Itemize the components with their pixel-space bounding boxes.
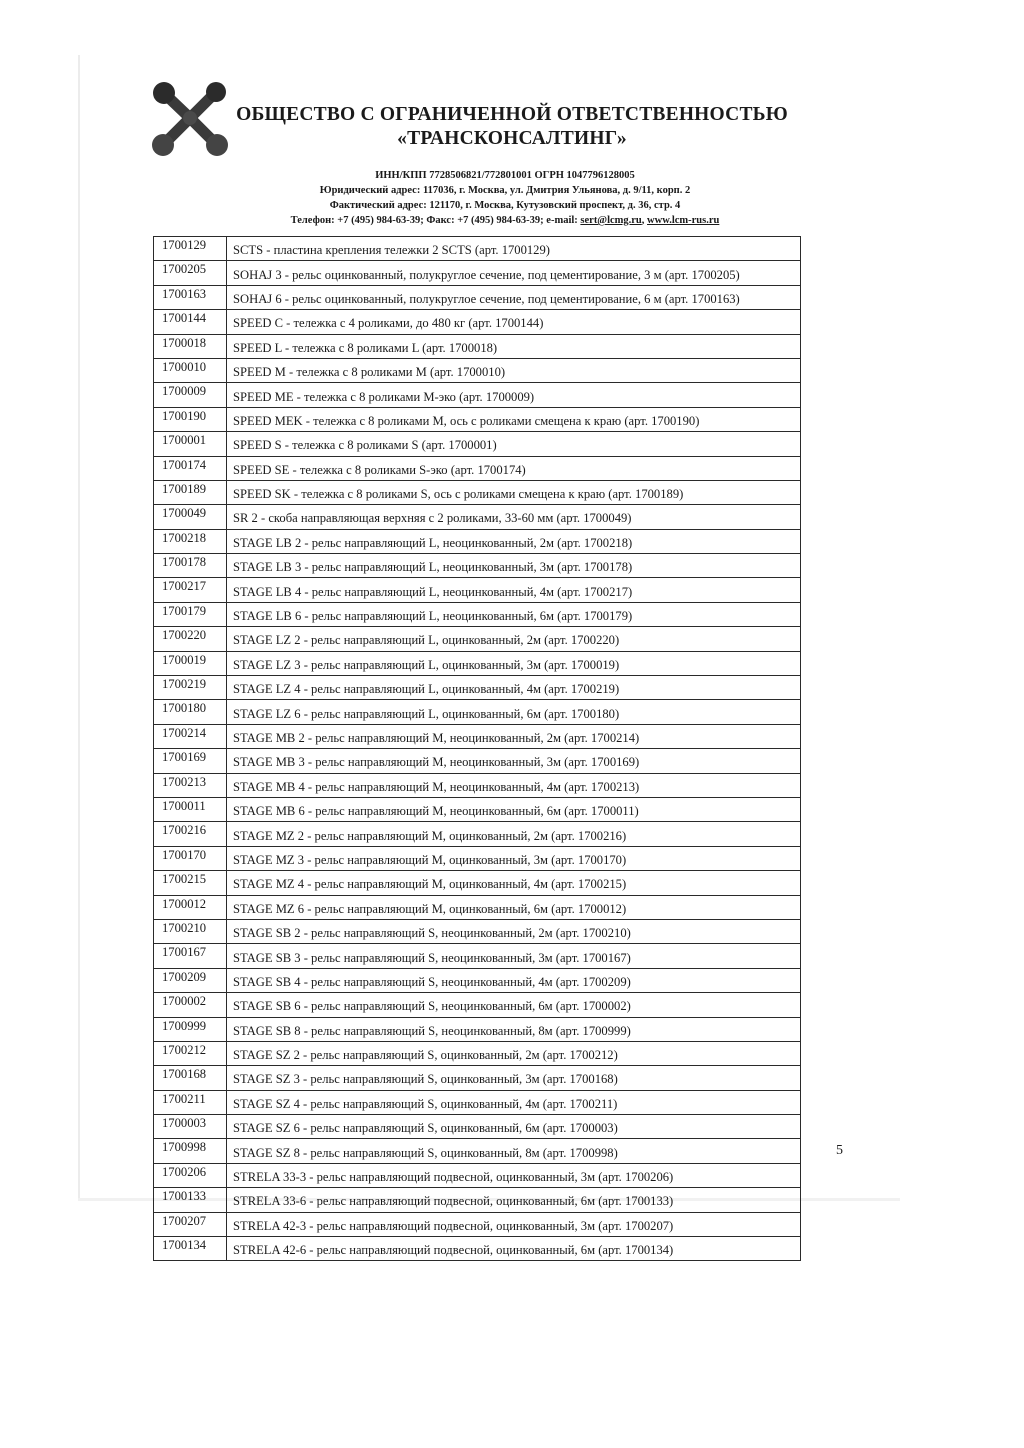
table-row	[154, 627, 801, 651]
inn-line: ИНН/КПП 7728506821/772801001 ОГРН 1047796128005	[375, 170, 635, 181]
article-code: 1700180	[154, 700, 227, 724]
item-description: STAGE MB 2 - рельс направляющий M, неоцинкованный, 2м (арт. 1700214)	[227, 724, 801, 748]
article-code: 1700168	[154, 1066, 227, 1090]
item-description: SR 2 - скоба направляющая верхняя с 2 роликами, 33-60 мм (арт. 1700049)	[227, 505, 801, 529]
article-code: 1700011	[154, 797, 227, 821]
table-row	[154, 724, 801, 748]
article-code: 1700999	[154, 1017, 227, 1041]
table-row	[154, 237, 801, 261]
table-row	[154, 407, 801, 431]
actual-address: Фактический адрес: 121170, г. Москва, Кутузовский проспект, д. 36, стр. 4	[329, 200, 681, 211]
article-code: 1700213	[154, 773, 227, 797]
item-description: SCTS - пластина крепления тележки 2 SCTS (арт. 1700129)	[227, 237, 801, 261]
table-row	[154, 773, 801, 797]
table-row	[154, 1139, 801, 1163]
legal-address: Юридический адрес: 117036, г. Москва, ул. Дмитрия Ульянова, д. 9/11, корп. 2	[319, 185, 691, 196]
item-description: STRELA 33-3 - рельс направляющий подвесной, оцинкованный, 3м (арт. 1700206)	[227, 1163, 801, 1187]
article-code: 1700144	[154, 310, 227, 334]
article-code: 1700205	[154, 261, 227, 285]
item-description: STAGE MZ 3 - рельс направляющий M, оцинкованный, 3м (арт. 1700170)	[227, 846, 801, 870]
table-row	[154, 895, 801, 919]
table-row	[154, 358, 801, 382]
article-code: 1700019	[154, 651, 227, 675]
table-row	[154, 432, 801, 456]
table-row	[154, 529, 801, 553]
article-code: 1700002	[154, 993, 227, 1017]
item-description: STAGE MZ 4 - рельс направляющий M, оцинкованный, 4м (арт. 1700215)	[227, 871, 801, 895]
table-row	[154, 822, 801, 846]
article-code: 1700049	[154, 505, 227, 529]
table-row	[154, 261, 801, 285]
item-description: STAGE SZ 3 - рельс направляющий S, оцинкованный, 3м (арт. 1700168)	[227, 1066, 801, 1090]
article-code: 1700179	[154, 602, 227, 626]
article-code: 1700217	[154, 578, 227, 602]
article-code: 1700010	[154, 358, 227, 382]
item-description: STAGE MB 4 - рельс направляющий M, неоцинкованный, 4м (арт. 1700213)	[227, 773, 801, 797]
table-row	[154, 1017, 801, 1041]
table-row	[154, 1188, 801, 1212]
company-name	[232, 103, 792, 151]
table-row	[154, 1212, 801, 1236]
article-code: 1700167	[154, 944, 227, 968]
item-description: SPEED SE - тележка с 8 роликами S-эко (арт. 1700174)	[227, 456, 801, 480]
table-row	[154, 480, 801, 504]
item-description: STAGE SB 6 - рельс направляющий S, неоцинкованный, 6м (арт. 1700002)	[227, 993, 801, 1017]
article-code: 1700129	[154, 237, 227, 261]
table-row	[154, 285, 801, 309]
article-code: 1700163	[154, 285, 227, 309]
article-code: 1700206	[154, 1163, 227, 1187]
item-description: STRELA 33-6 - рельс направляющий подвесной, оцинкованный, 6м (арт. 1700133)	[227, 1188, 801, 1212]
article-code: 1700215	[154, 871, 227, 895]
table-row	[154, 993, 801, 1017]
website-link[interactable]: www.lcm-rus.ru	[647, 215, 720, 226]
table-row	[154, 871, 801, 895]
article-code: 1700169	[154, 749, 227, 773]
item-description: SPEED S - тележка с 8 роликами S (арт. 1700001)	[227, 432, 801, 456]
item-description: STAGE SB 3 - рельс направляющий S, неоцинкованный, 3м (арт. 1700167)	[227, 944, 801, 968]
table-row	[154, 1090, 801, 1114]
article-code: 1700134	[154, 1237, 227, 1261]
item-description: STAGE LB 3 - рельс направляющий L, неоцинкованный, 3м (арт. 1700178)	[227, 554, 801, 578]
item-description: SOHAJ 6 - рельс оцинкованный, полукруглое сечение, под цементирование, 6 м (арт. 1700163)	[227, 285, 801, 309]
article-code: 1700133	[154, 1188, 227, 1212]
item-description: STAGE SZ 4 - рельс направляющий S, оцинкованный, 4м (арт. 1700211)	[227, 1090, 801, 1114]
table-row	[154, 749, 801, 773]
company-logo	[150, 80, 230, 158]
item-description: STAGE MZ 6 - рельс направляющий M, оцинкованный, 6м (арт. 1700012)	[227, 895, 801, 919]
table-row	[154, 334, 801, 358]
item-description: STAGE SB 2 - рельс направляющий S, неоцинкованный, 2м (арт. 1700210)	[227, 919, 801, 943]
item-description: STAGE LZ 3 - рельс направляющий L, оцинкованный, 3м (арт. 1700019)	[227, 651, 801, 675]
article-code: 1700219	[154, 676, 227, 700]
article-code: 1700209	[154, 968, 227, 992]
company-name-line1: ОБЩЕСТВО С ОГРАНИЧЕННОЙ ОТВЕТСТВЕННОСТЬЮ	[236, 104, 788, 125]
table-row	[154, 700, 801, 724]
article-code: 1700218	[154, 529, 227, 553]
items-table	[153, 236, 801, 1261]
table-row	[154, 797, 801, 821]
item-description: STAGE LB 4 - рельс направляющий L, неоцинкованный, 4м (арт. 1700217)	[227, 578, 801, 602]
item-description: STAGE SZ 6 - рельс направляющий S, оцинкованный, 6м (арт. 1700003)	[227, 1115, 801, 1139]
table-row	[154, 310, 801, 334]
table-row	[154, 919, 801, 943]
table-row	[154, 1066, 801, 1090]
item-description: STAGE SZ 8 - рельс направляющий S, оцинкованный, 8м (арт. 1700998)	[227, 1139, 801, 1163]
item-description: STAGE LB 6 - рельс направляющий L, неоцинкованный, 6м (арт. 1700179)	[227, 602, 801, 626]
items-table-body	[154, 237, 801, 1261]
item-description: STRELA 42-6 - рельс направляющий подвесной, оцинкованный, 6м (арт. 1700134)	[227, 1237, 801, 1261]
article-code: 1700211	[154, 1090, 227, 1114]
article-code: 1700001	[154, 432, 227, 456]
item-description: STAGE SB 8 - рельс направляющий S, неоцинкованный, 8м (арт. 1700999)	[227, 1017, 801, 1041]
table-row	[154, 554, 801, 578]
page-number: 5	[836, 1143, 843, 1158]
article-code: 1700012	[154, 895, 227, 919]
table-row	[154, 676, 801, 700]
item-description: SOHAJ 3 - рельс оцинкованный, полукруглое сечение, под цементирование, 3 м (арт. 1700205)	[227, 261, 801, 285]
table-row	[154, 1163, 801, 1187]
company-requisites	[220, 168, 790, 228]
table-row	[154, 383, 801, 407]
article-code: 1700207	[154, 1212, 227, 1236]
item-description: SPEED С - тележка с 4 роликами, до 480 кг (арт. 1700144)	[227, 310, 801, 334]
article-code: 1700216	[154, 822, 227, 846]
contacts-prefix: Телефон: +7 (495) 984-63-39; Факс: +7 (495) 984-63-39; e-mail:	[290, 215, 581, 226]
article-code: 1700190	[154, 407, 227, 431]
table-row	[154, 602, 801, 626]
scan-edge	[78, 55, 80, 1200]
table-row	[154, 456, 801, 480]
item-description: STRELA 42-3 - рельс направляющий подвесной, оцинкованный, 3м (арт. 1700207)	[227, 1212, 801, 1236]
item-description: STAGE SB 4 - рельс направляющий S, неоцинкованный, 4м (арт. 1700209)	[227, 968, 801, 992]
item-description: STAGE LZ 6 - рельс направляющий L, оцинкованный, 6м (арт. 1700180)	[227, 700, 801, 724]
email-link[interactable]: sert@lcmg.ru	[580, 215, 642, 226]
table-row	[154, 1237, 801, 1261]
article-code: 1700998	[154, 1139, 227, 1163]
item-description: SPEED M - тележка с 8 роликами M (арт. 1700010)	[227, 358, 801, 382]
article-code: 1700018	[154, 334, 227, 358]
company-name-line2: «ТРАНСКОНСАЛТИНГ»	[397, 128, 627, 149]
article-code: 1700178	[154, 554, 227, 578]
table-row	[154, 578, 801, 602]
item-description: SPEED L - тележка с 8 роликами L (арт. 1700018)	[227, 334, 801, 358]
table-row	[154, 651, 801, 675]
article-code: 1700212	[154, 1041, 227, 1065]
item-description: STAGE LZ 2 - рельс направляющий L, оцинкованный, 2м (арт. 1700220)	[227, 627, 801, 651]
item-description: SPEED SK - тележка с 8 роликами S, ось с роликами смещена к краю (арт. 1700189)	[227, 480, 801, 504]
article-code: 1700174	[154, 456, 227, 480]
item-description: STAGE MB 6 - рельс направляющий M, неоцинкованный, 6м (арт. 1700011)	[227, 797, 801, 821]
item-description: STAGE LB 2 - рельс направляющий L, неоцинкованный, 2м (арт. 1700218)	[227, 529, 801, 553]
item-description: SPEED ME - тележка с 8 роликами M-эко (арт. 1700009)	[227, 383, 801, 407]
article-code: 1700170	[154, 846, 227, 870]
article-code: 1700003	[154, 1115, 227, 1139]
table-row	[154, 846, 801, 870]
table-row	[154, 1115, 801, 1139]
item-description: STAGE MB 3 - рельс направляющий M, неоцинкованный, 3м (арт. 1700169)	[227, 749, 801, 773]
item-description: STAGE SZ 2 - рельс направляющий S, оцинкованный, 2м (арт. 1700212)	[227, 1041, 801, 1065]
contacts-line	[220, 213, 790, 228]
article-code: 1700214	[154, 724, 227, 748]
item-description: SPEED MEK - тележка с 8 роликами M, ось с роликами смещена к краю (арт. 1700190)	[227, 407, 801, 431]
article-code: 1700220	[154, 627, 227, 651]
article-code: 1700009	[154, 383, 227, 407]
article-code: 1700189	[154, 480, 227, 504]
table-row	[154, 944, 801, 968]
table-row	[154, 968, 801, 992]
item-description: STAGE LZ 4 - рельс направляющий L, оцинкованный, 4м (арт. 1700219)	[227, 676, 801, 700]
article-code: 1700210	[154, 919, 227, 943]
table-row	[154, 1041, 801, 1065]
item-description: STAGE MZ 2 - рельс направляющий M, оцинкованный, 2м (арт. 1700216)	[227, 822, 801, 846]
table-row	[154, 505, 801, 529]
contacts-separator: ,	[641, 215, 648, 226]
